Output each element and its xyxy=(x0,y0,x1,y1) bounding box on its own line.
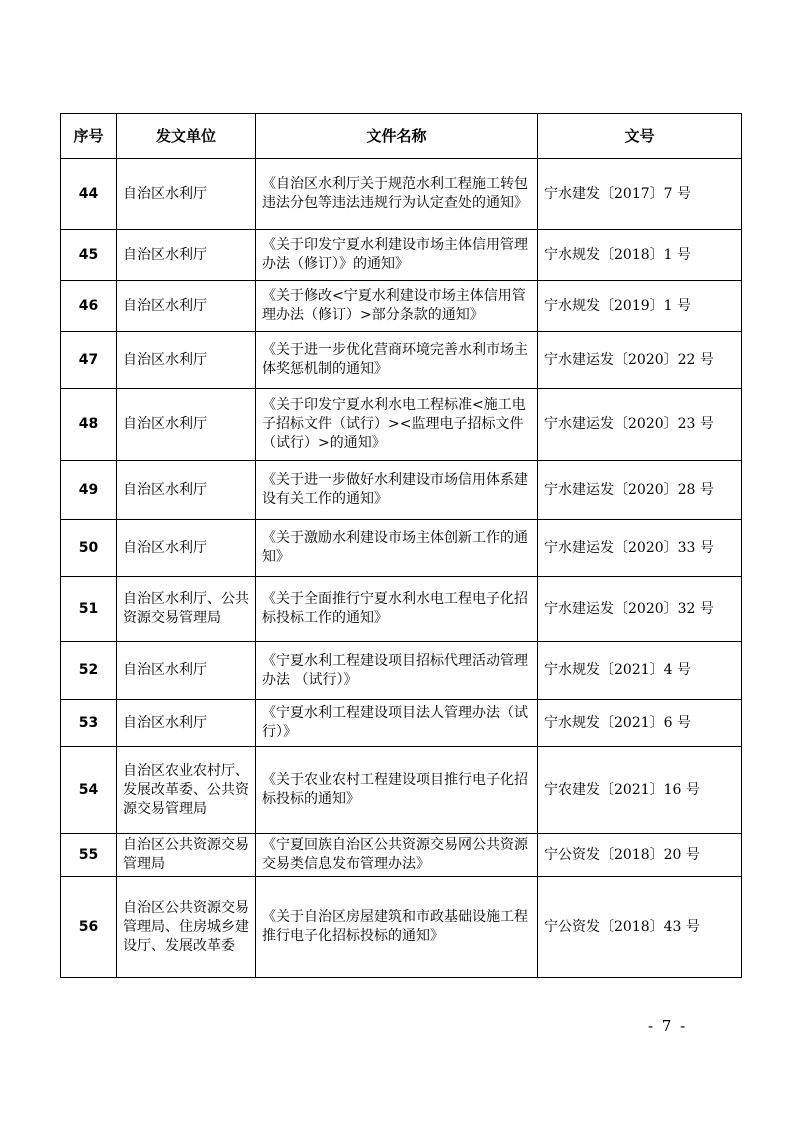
row-document-number: 宁水规发〔2018〕1 号 xyxy=(538,230,742,281)
row-serial-number: 45 xyxy=(61,230,117,281)
row-serial-number: 53 xyxy=(61,700,117,747)
header-document-number: 文号 xyxy=(538,114,742,159)
row-document-number: 宁公资发〔2018〕43 号 xyxy=(538,877,742,978)
row-document-title: 《关于进一步做好水利建设市场信用体系建设有关工作的通知》 xyxy=(256,461,538,520)
row-document-title: 《宁夏回族自治区公共资源交易网公共资源交易类信息发布管理办法》 xyxy=(256,834,538,877)
table-header-row xyxy=(61,114,742,159)
row-serial-number: 52 xyxy=(61,642,117,700)
row-issuing-unit: 自治区水利厅 xyxy=(117,520,256,577)
row-serial-number: 48 xyxy=(61,389,117,461)
row-document-title: 《宁夏水利工程建设项目法人管理办法（试行）》 xyxy=(256,700,538,747)
table-row xyxy=(61,700,742,747)
row-document-number: 宁公资发〔2018〕20 号 xyxy=(538,834,742,877)
row-issuing-unit: 自治区水利厅 xyxy=(117,642,256,700)
table-row xyxy=(61,642,742,700)
table-row xyxy=(61,520,742,577)
row-document-number: 宁水建运发〔2020〕28 号 xyxy=(538,461,742,520)
row-document-number: 宁水建发〔2017〕7 号 xyxy=(538,159,742,230)
row-document-title: 《宁夏水利工程建设项目招标代理活动管理办法 （试行）》 xyxy=(256,642,538,700)
row-issuing-unit: 自治区水利厅 xyxy=(117,281,256,332)
row-issuing-unit: 自治区农业农村厅、发展改革委、公共资源交易管理局 xyxy=(117,747,256,834)
table-row xyxy=(61,577,742,642)
table-row xyxy=(61,281,742,332)
row-issuing-unit: 自治区水利厅 xyxy=(117,332,256,389)
row-serial-number: 50 xyxy=(61,520,117,577)
table-row xyxy=(61,332,742,389)
row-document-number: 宁水规发〔2021〕6 号 xyxy=(538,700,742,747)
document-table xyxy=(60,113,742,978)
row-serial-number: 54 xyxy=(61,747,117,834)
row-document-title: 《关于激励水利建设市场主体创新工作的通知》 xyxy=(256,520,538,577)
page-number: - 7 - xyxy=(648,1017,688,1035)
table-row xyxy=(61,877,742,978)
row-issuing-unit: 自治区水利厅 xyxy=(117,159,256,230)
row-document-number: 宁水规发〔2019〕1 号 xyxy=(538,281,742,332)
table-row xyxy=(61,389,742,461)
table-row xyxy=(61,834,742,877)
row-serial-number: 47 xyxy=(61,332,117,389)
row-issuing-unit: 自治区水利厅 xyxy=(117,389,256,461)
row-document-number: 宁水规发〔2021〕4 号 xyxy=(538,642,742,700)
row-issuing-unit: 自治区公共资源交易管理局、住房城乡建设厅、发展改革委 xyxy=(117,877,256,978)
header-serial-number: 序号 xyxy=(61,114,117,159)
row-serial-number: 55 xyxy=(61,834,117,877)
header-issuing-unit: 发文单位 xyxy=(117,114,256,159)
row-document-number: 宁水建运发〔2020〕23 号 xyxy=(538,389,742,461)
row-document-number: 宁水建运发〔2020〕32 号 xyxy=(538,577,742,642)
table-row xyxy=(61,747,742,834)
row-document-title: 《关于印发宁夏水利水电工程标准<施工电子招标文件（试行）><监理电子招标文件（试行）>的通知》 xyxy=(256,389,538,461)
row-serial-number: 56 xyxy=(61,877,117,978)
row-document-title: 《关于自治区房屋建筑和市政基础设施工程推行电子化招标投标的通知》 xyxy=(256,877,538,978)
row-document-title: 《关于印发宁夏水利建设市场主体信用管理办法（修订）》的通知》 xyxy=(256,230,538,281)
row-issuing-unit: 自治区水利厅、公共资源交易管理局 xyxy=(117,577,256,642)
row-document-number: 宁农建发〔2021〕16 号 xyxy=(538,747,742,834)
row-serial-number: 44 xyxy=(61,159,117,230)
row-document-title: 《自治区水利厅关于规范水利工程施工转包违法分包等违法违规行为认定查处的通知》 xyxy=(256,159,538,230)
row-document-title: 《关于农业农村工程建设项目推行电子化招标投标的通知》 xyxy=(256,747,538,834)
row-document-number: 宁水建运发〔2020〕22 号 xyxy=(538,332,742,389)
row-document-number: 宁水建运发〔2020〕33 号 xyxy=(538,520,742,577)
row-document-title: 《关于全面推行宁夏水利水电工程电子化招标投标工作的通知》 xyxy=(256,577,538,642)
row-issuing-unit: 自治区水利厅 xyxy=(117,230,256,281)
header-document-title: 文件名称 xyxy=(256,114,538,159)
row-document-title: 《关于进一步优化营商环境完善水利市场主体奖惩机制的通知》 xyxy=(256,332,538,389)
row-issuing-unit: 自治区公共资源交易管理局 xyxy=(117,834,256,877)
row-document-title: 《关于修改<宁夏水利建设市场主体信用管理办法（修订）>部分条款的通知》 xyxy=(256,281,538,332)
row-issuing-unit: 自治区水利厅 xyxy=(117,700,256,747)
row-serial-number: 51 xyxy=(61,577,117,642)
table-row xyxy=(61,159,742,230)
row-serial-number: 46 xyxy=(61,281,117,332)
table-row xyxy=(61,461,742,520)
row-serial-number: 49 xyxy=(61,461,117,520)
table-row xyxy=(61,230,742,281)
row-issuing-unit: 自治区水利厅 xyxy=(117,461,256,520)
